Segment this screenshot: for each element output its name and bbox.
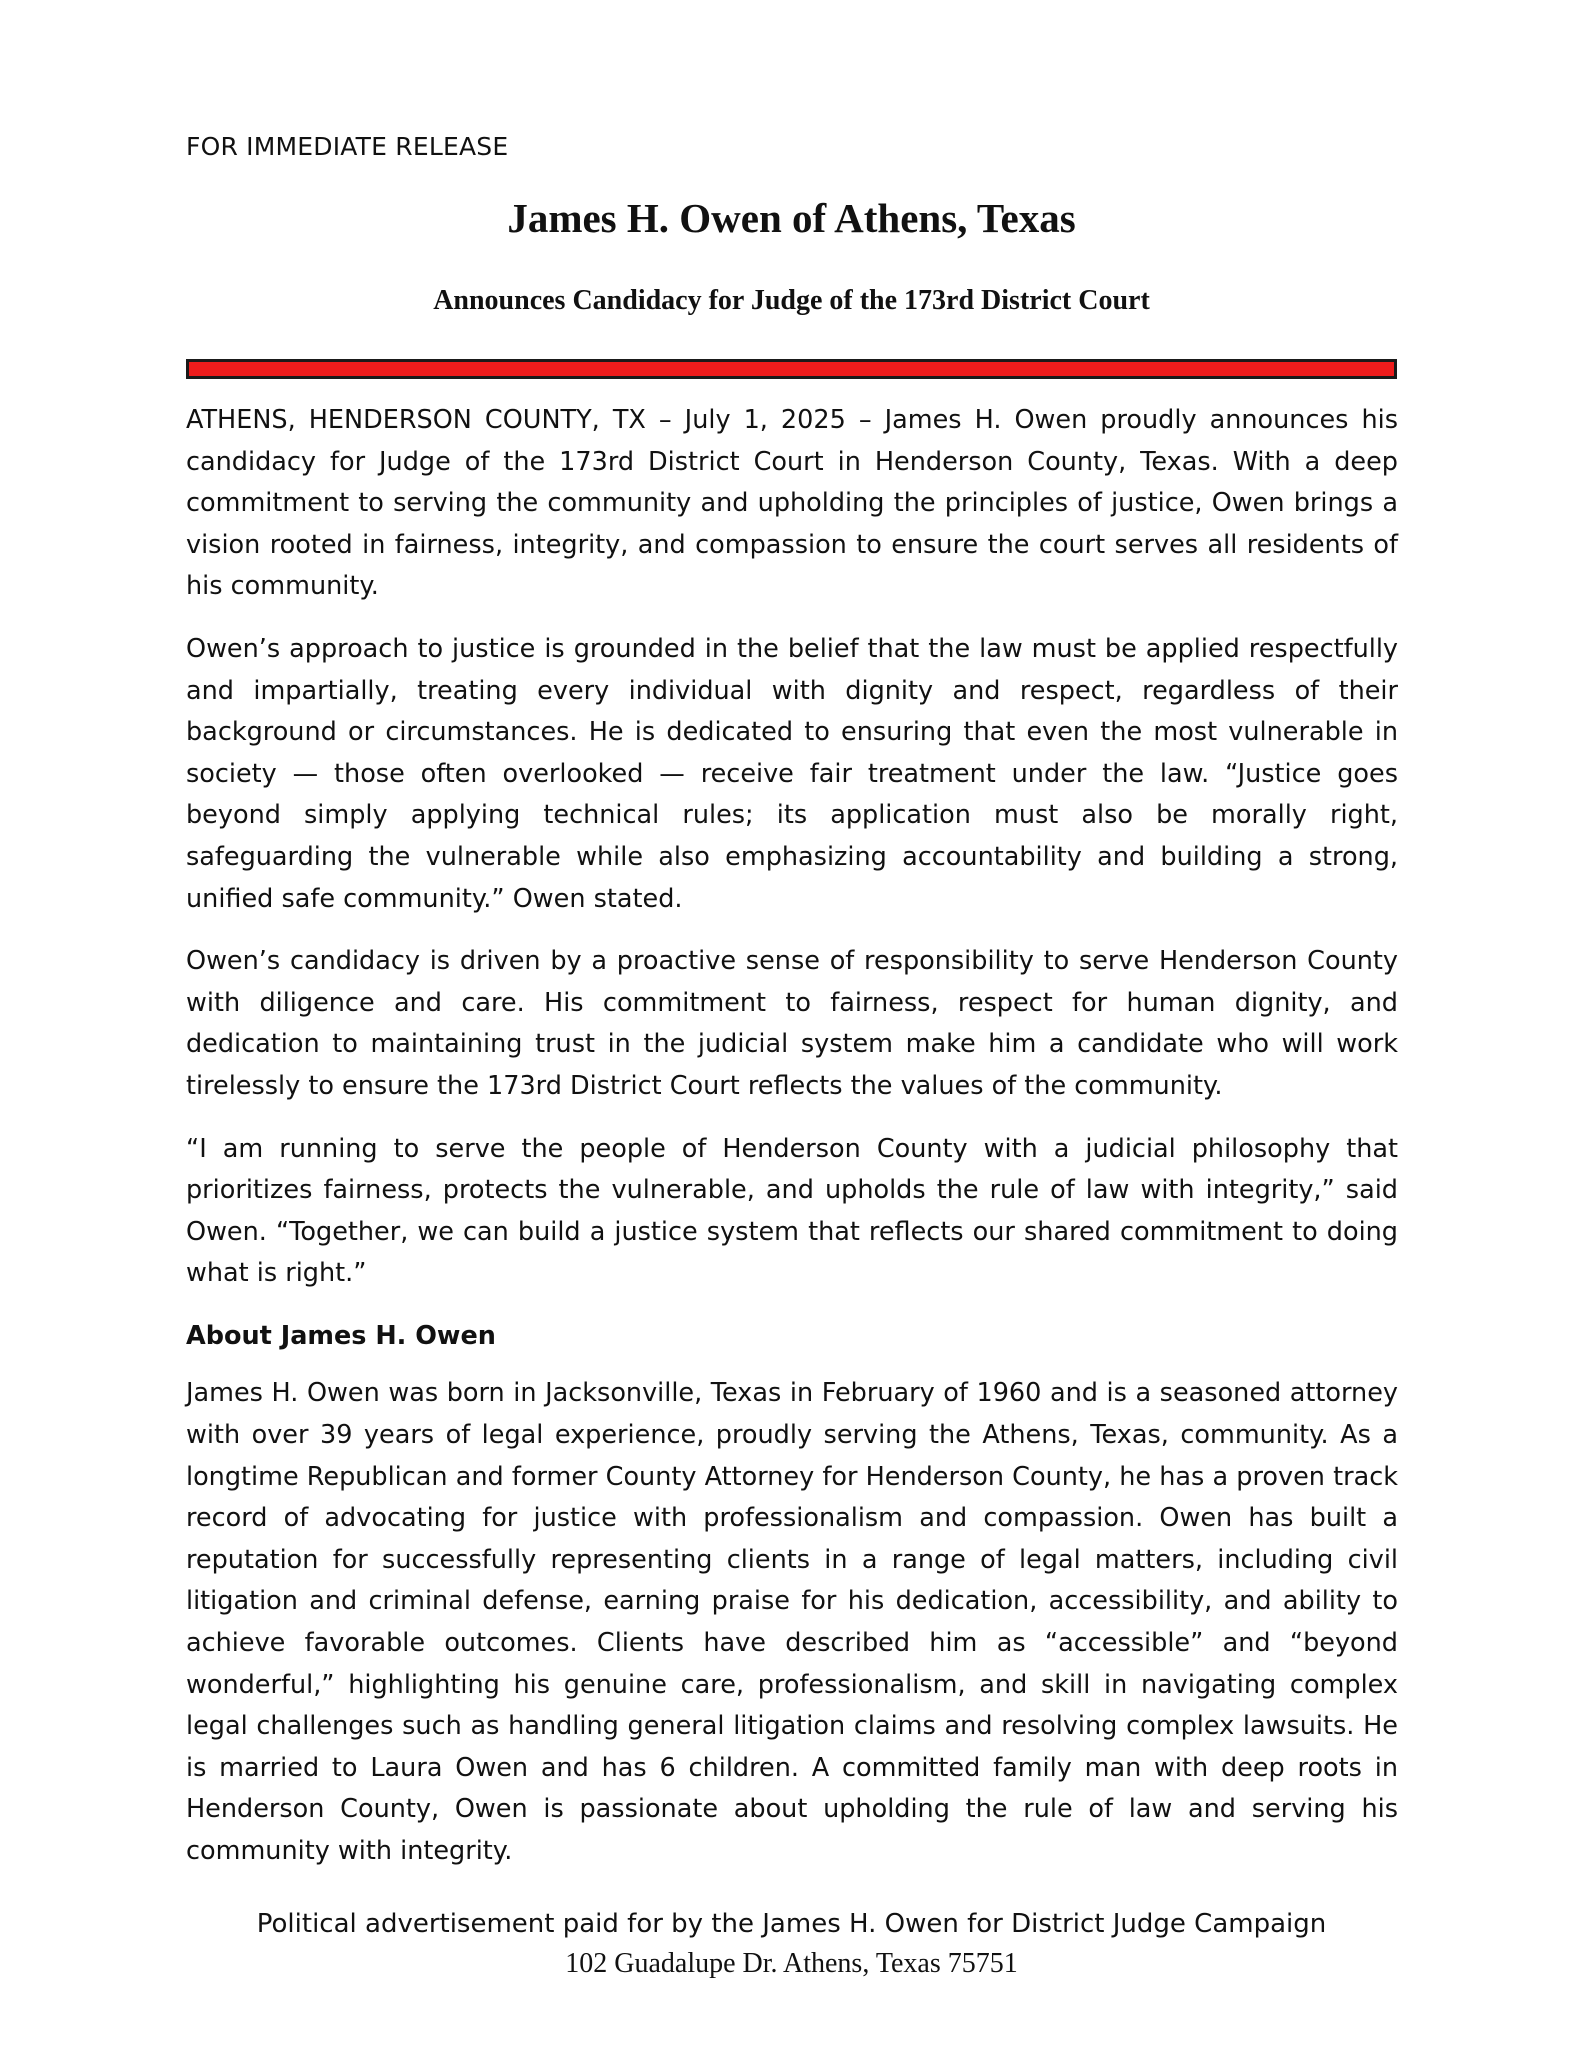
paragraph-quote: “I am running to serve the people of Henderson County with a judicial philosophy that prioritizes fairness, protects the vulnerable, and upholds the rule of law with integrity,” said Owen. “Together, we can build a justice system that reflects our shared commitment to doing what is right.” [186, 1133, 1398, 1289]
about-heading: About James H. Owen [186, 1320, 496, 1351]
footer-paid-for-line: Political advertisement paid for by the James H. Owen for District Judge Campaign [256, 1909, 1327, 1939]
page-title: James H. Owen of Athens, Texas [507, 195, 1076, 241]
red-divider [186, 359, 1397, 379]
page-subtitle: Announces Candidacy for Judge of the 173rd District Court [433, 285, 1150, 316]
release-label: FOR IMMEDIATE RELEASE [186, 132, 509, 161]
paragraph-announcement: ATHENS, HENDERSON COUNTY, TX – July 1, 2025 – James H. Owen proudly announces his candidacy for Judge of the 173rd District Court in Henderson County, Texas. With a deep commitment to serving the community and upholding the principles of justice, Owen brings a vision rooted in fairness, integrity, and compassion to ensure the court serves all residents of his community. [186, 405, 1398, 602]
paragraph-candidacy: Owen’s candidacy is driven by a proactive sense of responsibility to serve Henderson County with diligence and care. His commitment to fairness, respect for human dignity, and dedication to maintaining trust in the judicial system make him a candidate who will work tirelessly to ensure the 173rd District Court reflects the values of the community. [186, 946, 1398, 1101]
about-paragraph: James H. Owen was born in Jacksonville, Texas in February of 1960 and is a seasoned attorney with over 39 years of legal experience, proudly serving the Athens, Texas, community. As a longtime Republican and former County Attorney for Henderson County, he has a proven track record of advocating for justice with professionalism and compassion. Owen has built a reputation for successfully representing clients in a range of legal matters, including civil litigation and criminal defense, earning praise for his dedication, accessibility, and ability to achieve favorable outcomes. Clients have described him as “accessible” and “beyond wonderful,” highlighting his genuine care, professionalism, and skill in navigating complex legal challenges such as handling general litigation claims and resolving complex lawsuits. He is married to Laura Owen and has 6 children. A committed family man with deep roots in Henderson County, Owen is passionate about upholding the rule of law and serving his community with integrity. [186, 1378, 1398, 1866]
paragraph-approach: Owen’s approach to justice is grounded in the belief that the law must be applied respectfully and impartially, treating every individual with dignity and respect, regardless of their background or circumstances. He is dedicated to ensuring that even the most vulnerable in society — those often overlooked — receive fair treatment under the law. “Justice goes beyond simply applying technical rules; its application must also be morally right, safeguarding the vulnerable while also emphasizing accountability and building a strong, unified safe community.” Owen stated. [186, 633, 1398, 914]
footer-address-line: 102 Guadalupe Dr. Athens, Texas 75751 [565, 1948, 1018, 1979]
footer-disclaimer [186, 1904, 1397, 1984]
article-body [186, 400, 1398, 1894]
